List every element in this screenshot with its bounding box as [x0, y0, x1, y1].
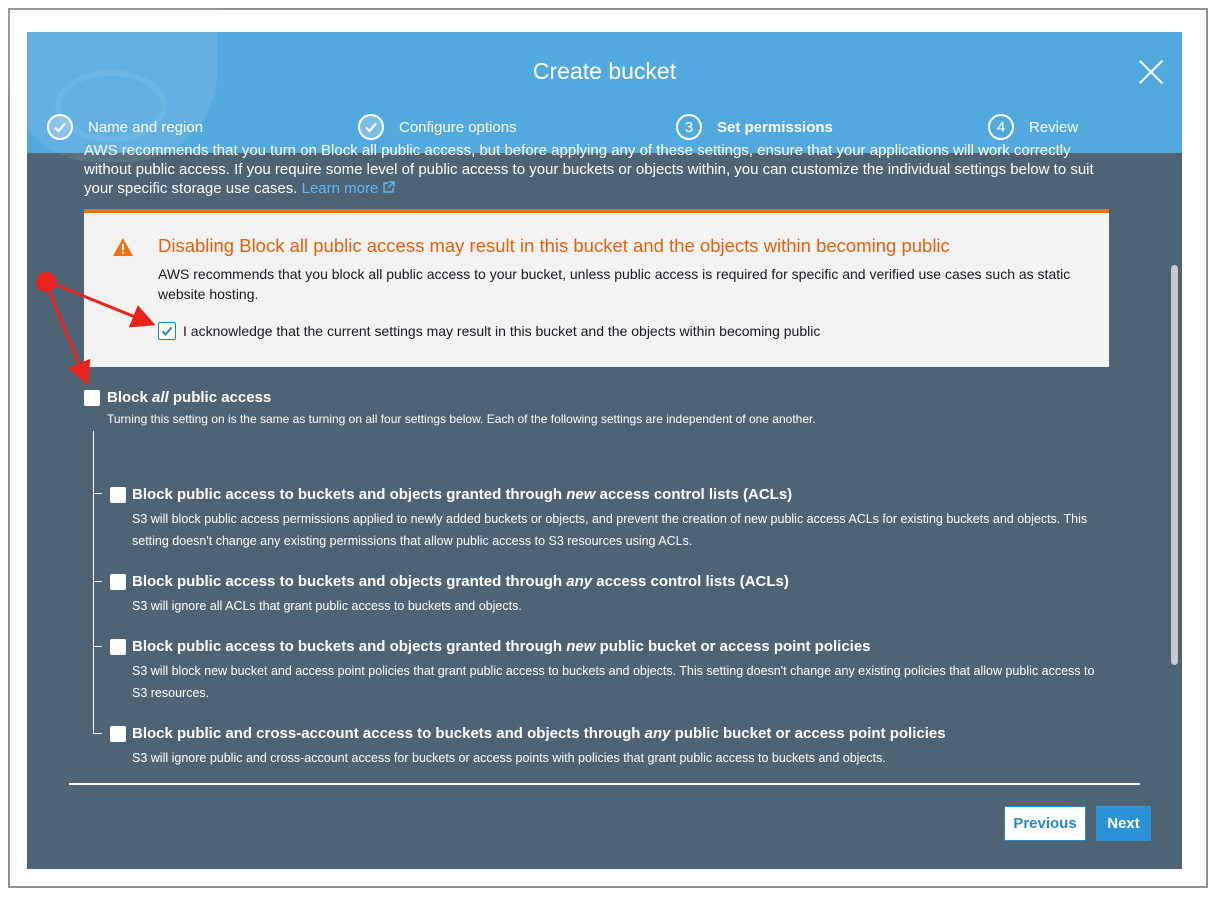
title-part: public access — [168, 389, 272, 406]
tree-connector-branch — [93, 581, 102, 582]
warning-triangle-icon — [112, 237, 134, 257]
title-emphasis: any — [644, 725, 671, 742]
dialog-header — [27, 32, 1182, 153]
scrollbar-thumb[interactable] — [1171, 265, 1178, 665]
step-label: Review — [1029, 118, 1079, 136]
title-part: Block public access to buckets and objects granted through — [132, 638, 567, 655]
title-part: public bucket or access point policies — [595, 638, 871, 655]
learn-more-label: Learn more — [301, 180, 379, 197]
step-set-permissions[interactable] — [676, 114, 833, 140]
option-checkbox[interactable] — [110, 639, 126, 655]
content-scrollbar[interactable] — [1167, 153, 1182, 783]
block-all-checkbox[interactable] — [84, 390, 100, 406]
tree-connector-vertical — [93, 431, 94, 734]
title-part: access control lists (ACLs) — [595, 486, 793, 503]
intro-text — [84, 141, 1109, 198]
next-button[interactable]: Next — [1096, 806, 1151, 841]
option-title — [132, 638, 871, 655]
option-title — [132, 486, 792, 503]
previous-button[interactable]: Previous — [1004, 806, 1086, 841]
option-description: S3 will ignore all ACLs that grant public access to buckets and objects. — [132, 599, 522, 613]
checkmark-icon — [161, 325, 173, 337]
title-emphasis: any — [566, 573, 593, 590]
step-name-and-region[interactable] — [47, 114, 203, 140]
dialog-title: Create bucket — [532, 58, 677, 84]
title-part: Block public access to buckets and objects granted through — [132, 486, 567, 503]
title-part: public bucket or access point policies — [670, 725, 946, 742]
option-description: S3 will ignore public and cross-account access for buckets or access points with policies that grant public access to buckets and objects. — [132, 751, 886, 765]
acknowledge-checkbox[interactable] — [158, 322, 176, 340]
close-icon[interactable] — [1137, 58, 1165, 86]
title-emphasis: new — [566, 486, 596, 503]
step-label: Configure options — [399, 118, 517, 136]
title-emphasis: all — [152, 389, 169, 406]
acknowledge-label: I acknowledge that the current settings may result in this bucket and the objects within becoming public — [183, 323, 821, 339]
option-title — [132, 725, 946, 742]
title-part: Block public access to buckets and objects granted through — [132, 573, 567, 590]
tree-connector-branch — [93, 733, 102, 734]
option-checkbox[interactable] — [110, 726, 126, 742]
block-all-description: Turning this setting on is the same as turning on all four settings below. Each of the following settings are independent of one another. — [107, 412, 816, 426]
title-part: access control lists (ACLs) — [592, 573, 789, 590]
option-description: S3 will block public access permissions applied to newly added buckets or objects, and prevent the creation of new public access ACLs for existing buckets and objects. This setting doesn't change any existing permissions that allow public access to S3 resources using ACLs. — [132, 512, 1088, 548]
option-checkbox[interactable] — [110, 574, 126, 590]
tree-connector-branch — [93, 493, 102, 494]
step-configure-options[interactable] — [358, 114, 517, 140]
public-access-warning — [84, 209, 1109, 367]
check-circle-icon — [358, 114, 384, 140]
tree-connector-branch — [93, 646, 102, 647]
option-checkbox[interactable] — [110, 487, 126, 503]
option-description: S3 will block new bucket and access point policies that grant public access to buckets and objects. This setting doesn't change any existing policies that allow public access to S3 resources. — [132, 664, 1095, 700]
acknowledge-row — [158, 322, 820, 340]
title-part: Block public and cross-account access to buckets and objects through — [132, 725, 645, 742]
check-circle-icon — [47, 114, 73, 140]
step-label: Set permissions — [717, 118, 833, 136]
warning-body: AWS recommends that you block all public access to your bucket, unless public access is required for specific and verified use cases such as static website hosting. — [158, 266, 1071, 302]
step-number: 4 — [988, 114, 1014, 140]
block-all-title — [107, 389, 271, 406]
title-part: Block — [107, 389, 153, 406]
option-title — [132, 573, 789, 590]
external-link-icon — [382, 181, 395, 194]
step-number: 3 — [676, 114, 702, 140]
step-review[interactable] — [988, 114, 1078, 140]
dialog-content — [27, 142, 1167, 869]
learn-more-link[interactable] — [302, 180, 396, 197]
intro-paragraph: AWS recommends that you turn on Block all public access, but before applying any of these settings, ensure that your applications will work correctly without public access. If you require some level of public access to your buckets or objects within, you can customize the individual settings below to suit your specific storage use cases. — [84, 142, 1094, 197]
step-label: Name and region — [88, 118, 204, 136]
warning-title: Disabling Block all public access may result in this bucket and the objects within becoming public — [158, 235, 950, 256]
create-bucket-dialog — [27, 32, 1182, 869]
title-emphasis: new — [566, 638, 596, 655]
footer-divider — [69, 783, 1140, 785]
